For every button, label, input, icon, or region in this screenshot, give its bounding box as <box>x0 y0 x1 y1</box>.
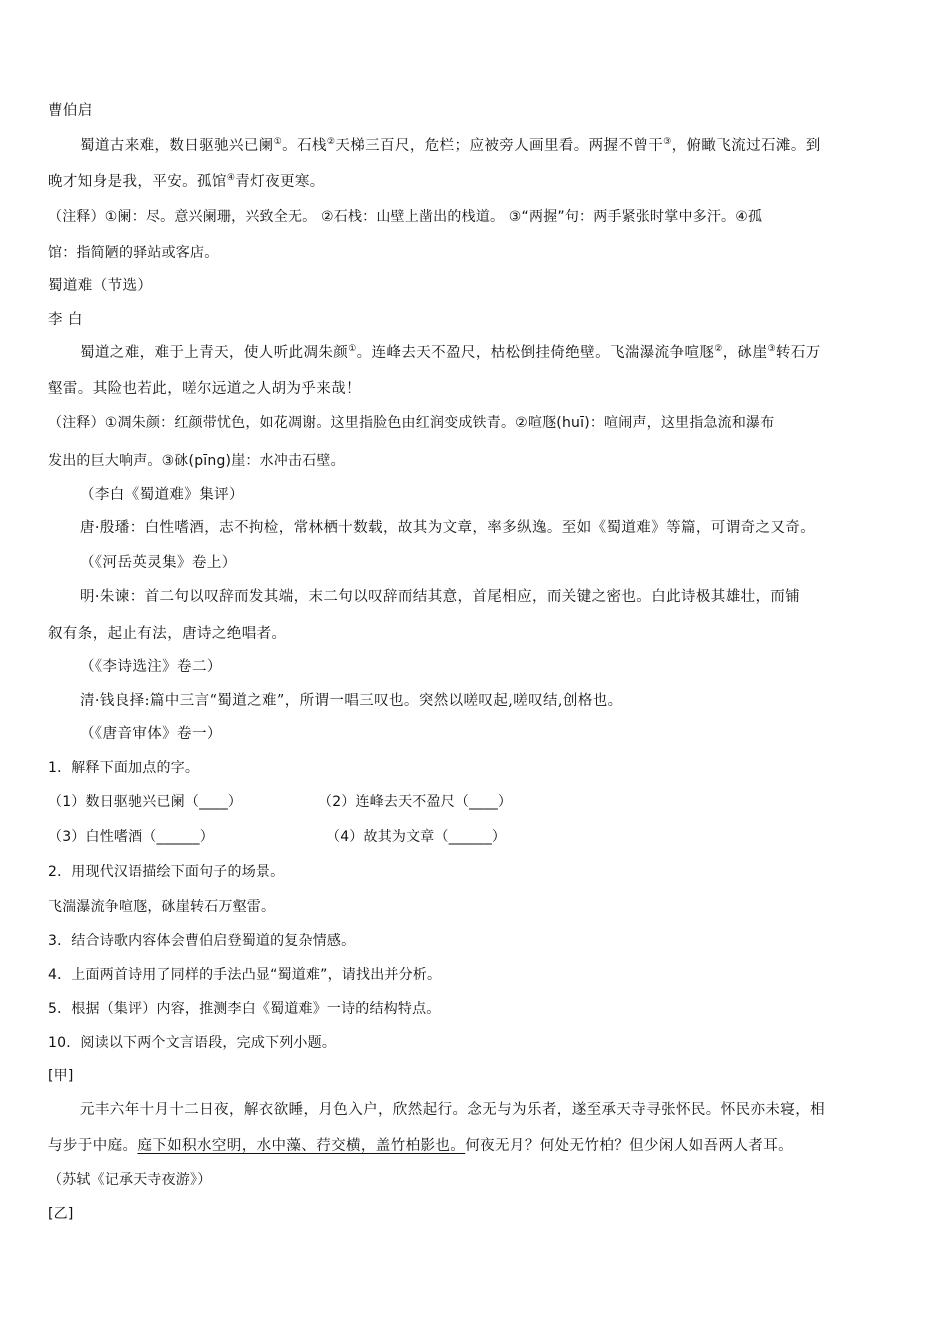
poem1-author: 曹伯启 <box>48 103 93 119</box>
text-run: ，俯瞰飞流过石滩。到 <box>671 138 821 154</box>
commentary-item-2-line1: 明·朱谏：首二句以叹辞而发其端，末二句以叹辞而结其意，首尾相应，而关键之密也。白此诗极其雄壮，而铺 <box>80 589 801 605</box>
poem2-title: 蜀道难（节选） <box>48 278 153 294</box>
poem1-notes-line1: （注释）①阑：尽。意兴阑珊，兴致全无。 ②石栈：山壁上凿出的栈道。 ③“两握”句：两手紧张时掌中多汗。④孤 <box>48 209 763 225</box>
commentary-item-1: 唐·殷璠：白性嗜酒，志不拘检，常林栖十数载，故其为文章，率多纵逸。至如《蜀道难》等篇，可谓奇之又奇。 <box>80 520 816 536</box>
question-4-prompt: 4．上面两首诗用了同样的手法凸显“蜀道难”，请找出并分析。 <box>48 967 442 983</box>
text-run: 。石栈 <box>282 138 327 154</box>
poem2-notes-line2: 发出的巨大响声。③砯(pīng)崖：水冲击石壁。 <box>48 453 345 469</box>
poem1-body-line2 <box>48 172 325 192</box>
question-2-prompt: 2．用现代汉语描绘下面句子的场景。 <box>48 864 285 880</box>
commentary-heading: （李白《蜀道难》集评） <box>80 487 244 503</box>
question-5-prompt: 5．根据（集评）内容，推测李白《蜀道难》一诗的结构特点。 <box>48 1001 441 1017</box>
poem2-body-line1 <box>80 343 821 363</box>
text-run: 转石万 <box>775 345 821 361</box>
commentary-source-2: （《李诗选注》卷二） <box>80 659 222 675</box>
poem1-body-line1 <box>80 136 821 156</box>
underlined-sentence: 庭下如积水空明，水中藻、荇交横，盖竹柏影也。 <box>137 1138 466 1154</box>
question-1-item-3: （3）白性嗜酒（______） <box>48 829 214 845</box>
question-1-prompt: 1．解释下面加点的字。 <box>48 760 200 776</box>
question-1-item-4: （4）故其为文章（______） <box>326 829 507 845</box>
question-1-item-2: （2）连峰去天不盈尺（____） <box>318 794 513 810</box>
text-run: 天梯三百尺，危栏；应被旁人画里看。两握不曾干 <box>335 138 664 154</box>
text-run: 。连峰去天不盈尺，枯松倒挂倚绝壁。飞湍瀑流争喧豗 <box>356 345 715 361</box>
text-run: 何夜无月？何处无竹柏？但少闲人如吾两人者耳。 <box>465 1138 794 1154</box>
footnote-mark: ③ <box>663 137 672 147</box>
passage-a-source: （苏轼《记承天寺夜游》） <box>48 1172 212 1188</box>
part-a-label: [甲] <box>48 1068 74 1084</box>
footnote-mark: ① <box>348 344 357 354</box>
commentary-source-3: （《唐音审体》卷一） <box>80 726 222 742</box>
text-run: 与步于中庭。 <box>48 1138 138 1154</box>
footnote-mark: ② <box>326 137 336 147</box>
question-3-prompt: 3．结合诗歌内容体会曹伯启登蜀道的复杂情感。 <box>48 933 356 949</box>
footnote-mark: ③ <box>767 344 776 354</box>
commentary-item-3: 清·钱良择:篇中三言“蜀道之难”，所谓一唱三叹也。突然以嗟叹起,嗟叹结,创格也。 <box>80 693 623 709</box>
part-b-label: [乙] <box>48 1206 74 1222</box>
poem2-body-line2: 壑雷。其险也若此，嗟尔远道之人胡为乎来哉！ <box>48 381 361 397</box>
footnote-mark: ① <box>273 137 283 147</box>
passage-a-line1: 元丰六年十月十二日夜，解衣欲睡，月色入户，欣然起行。念无与为乐者，遂至承天寺寻张怀民。怀民亦未寝，相 <box>80 1102 825 1118</box>
poem2-notes-line1: （注释）①凋朱颜：红颜带忧色，如花凋谢。这里指脸色由红润变成铁青。②喧豗(huī)：喧闹声，这里指急流和瀑布 <box>48 415 775 431</box>
footnote-mark: ④ <box>226 173 236 183</box>
text-run: 青灯夜更寒。 <box>235 174 325 190</box>
poem1-notes-line2: 馆：指简陋的驿站或客店。 <box>48 245 219 261</box>
commentary-source-1: （《河岳英灵集》卷上） <box>80 555 237 571</box>
text-run: 蜀道之难，难于上青天，使人听此凋朱颜 <box>80 345 349 361</box>
question-1-item-1: （1）数日驱驰兴已阑（____） <box>48 794 243 810</box>
commentary-item-2-line2: 叙有条，起止有法，唐诗之绝唱者。 <box>48 626 287 642</box>
text-run: ，砯崖 <box>722 345 768 361</box>
question-10-prompt: 10．阅读以下两个文言语段，完成下列小题。 <box>48 1035 337 1051</box>
passage-a-line2 <box>48 1136 793 1156</box>
footnote-mark: ② <box>714 344 723 354</box>
question-2-quote: 飞湍瀑流争喧豗，砯崖转石万壑雷。 <box>48 899 276 915</box>
poem2-author: 李 白 <box>48 312 83 328</box>
text-run: 晚才知身是我，平安。孤馆 <box>48 174 227 190</box>
text-run: 蜀道古来难，数日驱驰兴已阑 <box>80 138 274 154</box>
